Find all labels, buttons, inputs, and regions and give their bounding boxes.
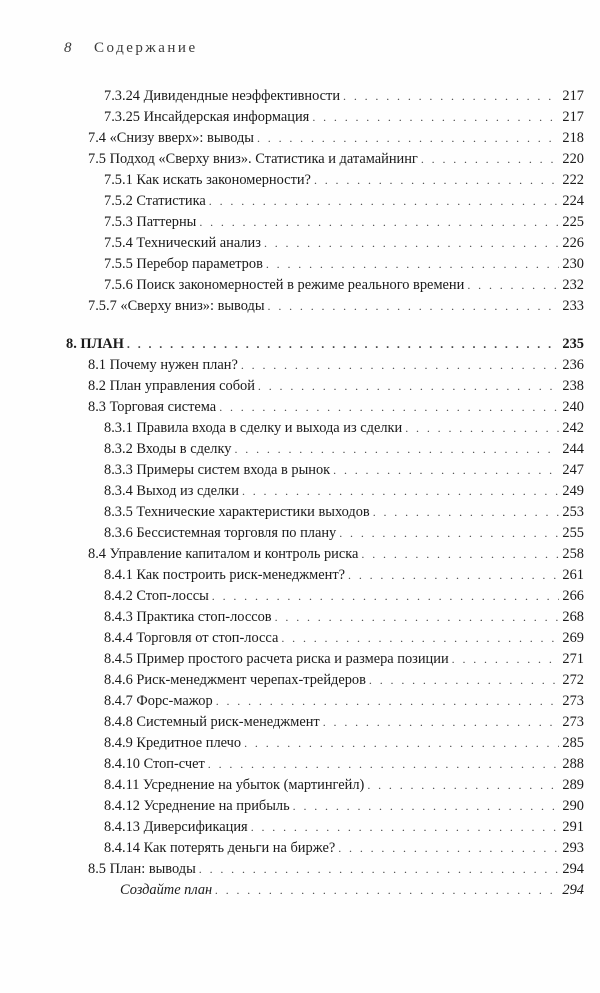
toc-entry[interactable] <box>104 712 584 732</box>
toc-entry[interactable] <box>104 460 584 480</box>
toc-chapter-entry[interactable] <box>66 334 584 354</box>
dot-leader <box>405 418 559 438</box>
toc-entry[interactable] <box>104 838 584 858</box>
dot-leader <box>251 817 559 837</box>
toc-entry-page: 266 <box>562 588 584 604</box>
dot-leader <box>348 565 559 585</box>
toc-entry[interactable] <box>104 481 584 501</box>
toc-entry[interactable] <box>104 691 584 711</box>
dot-leader <box>293 796 559 816</box>
toc-entry-page: 285 <box>562 735 584 751</box>
toc-entry-page: 273 <box>562 714 584 730</box>
toc-entry[interactable] <box>88 149 584 169</box>
toc-entry[interactable] <box>104 418 584 438</box>
toc-entry-page: 217 <box>562 88 584 104</box>
toc-entry[interactable] <box>104 107 584 127</box>
toc-entry[interactable] <box>104 775 584 795</box>
toc-entry[interactable] <box>104 502 584 522</box>
toc-entry[interactable] <box>104 628 584 648</box>
toc-entry-page: 291 <box>562 819 584 835</box>
toc-entry-label: 7.5.5 Перебор параметров <box>104 256 263 272</box>
toc-entry[interactable] <box>88 128 584 148</box>
toc-entry-label: 8.4.11 Усреднение на убыток (мартингейл) <box>104 777 365 793</box>
toc-entry-label: 8.4.13 Диверсификация <box>104 819 248 835</box>
toc-entry-label: 8.3.3 Примеры систем входа в рынок <box>104 462 331 478</box>
dot-leader <box>212 586 559 606</box>
toc-entry-page: 294 <box>562 882 584 898</box>
toc-entry-page: 244 <box>562 441 584 457</box>
toc-entry[interactable] <box>104 439 584 459</box>
toc-entry-page: 271 <box>562 651 584 667</box>
toc-entry-page: 235 <box>562 336 584 352</box>
toc-entry[interactable] <box>104 670 584 690</box>
toc-entry[interactable] <box>104 586 584 606</box>
toc-entry-page: 230 <box>562 256 584 272</box>
toc-entry-label: 8.4.8 Системный риск-менеджмент <box>104 714 320 730</box>
dot-leader <box>215 880 559 900</box>
dot-leader <box>199 212 559 232</box>
toc-entry-page: 220 <box>562 151 584 167</box>
toc-entry-label: 8.4.1 Как построить риск-менеджмент? <box>104 567 346 583</box>
toc-entry-label: 8.4 Управление капиталом и контроль риска <box>88 546 359 562</box>
toc-entry[interactable] <box>88 397 584 417</box>
dot-leader <box>208 754 559 774</box>
toc-entry[interactable] <box>104 233 584 253</box>
dot-leader <box>268 296 559 316</box>
toc-entry-label: 7.5.6 Поиск закономерностей в режиме реального времени <box>104 277 465 293</box>
toc-entry-page: 255 <box>562 525 584 541</box>
dot-leader <box>266 254 559 274</box>
dot-leader <box>257 128 559 148</box>
toc-entry-label: 8.5 План: выводы <box>88 861 196 877</box>
toc-entry-label: 7.3.24 Дивидендные неэффективности <box>104 88 341 104</box>
toc-entry-page: 217 <box>562 109 584 125</box>
dot-leader <box>367 775 559 795</box>
dot-leader <box>361 544 559 564</box>
toc-entry-page: 249 <box>562 483 584 499</box>
toc-entry[interactable] <box>104 796 584 816</box>
toc-entry[interactable] <box>88 376 584 396</box>
dot-leader <box>452 649 559 669</box>
toc-entry-label: 8.3.1 Правила входа в сделку и выхода из сделки <box>104 420 403 436</box>
toc-entry-label: 8.4.14 Как потерять деньги на бирже? <box>104 840 336 856</box>
toc-entry-page: 288 <box>562 756 584 772</box>
toc-entry-label: 8.4.12 Усреднение на прибыль <box>104 798 290 814</box>
dot-leader <box>323 712 559 732</box>
dot-leader <box>312 107 559 127</box>
toc-entry-label: 8.3.5 Технические характеристики выходов <box>104 504 370 520</box>
dot-leader <box>127 334 559 354</box>
toc-entry[interactable] <box>104 565 584 585</box>
dot-leader <box>264 233 559 253</box>
toc-entry-page: 269 <box>562 630 584 646</box>
toc-entry-label: 8.4.9 Кредитное плечо <box>104 735 242 751</box>
toc-entry-label: 8.2 План управления собой <box>88 378 255 394</box>
toc-entry-label: 7.3.25 Инсайдерская информация <box>104 109 310 125</box>
dot-leader <box>242 481 559 501</box>
dot-leader <box>333 460 559 480</box>
toc-entry-page: 261 <box>562 567 584 583</box>
toc-entry-page: 272 <box>562 672 584 688</box>
dot-leader <box>338 838 559 858</box>
dot-leader <box>199 859 559 879</box>
running-head <box>64 40 198 57</box>
toc-entry-label: 7.5.2 Статистика <box>104 193 206 209</box>
toc-entry-page: 225 <box>562 214 584 230</box>
toc-entry-page: 222 <box>562 172 584 188</box>
toc-entry[interactable] <box>104 607 584 627</box>
toc-entry[interactable] <box>104 275 584 295</box>
toc-entry[interactable] <box>88 544 584 564</box>
toc-entry[interactable] <box>88 296 584 316</box>
toc-entry-page: 258 <box>562 546 584 562</box>
toc-entry-label: 8.4.7 Форс-мажор <box>104 693 213 709</box>
toc-entry-page: 290 <box>562 798 584 814</box>
dot-leader <box>216 691 559 711</box>
toc-entry-label: 8.4.4 Торговля от стоп-лосса <box>104 630 279 646</box>
toc-entry-label: 8. ПЛАН <box>66 336 124 352</box>
dot-leader <box>369 670 559 690</box>
toc-entry-page: 273 <box>562 693 584 709</box>
toc-entry-label: 8.3.6 Бессистемная торговля по плану <box>104 525 337 541</box>
toc-entry[interactable] <box>104 817 584 837</box>
toc-entry[interactable] <box>120 880 584 900</box>
toc-entry-label: 7.5.3 Паттерны <box>104 214 197 230</box>
toc-entry-page: 268 <box>562 609 584 625</box>
toc-entry-page: 293 <box>562 840 584 856</box>
toc-entry-page: 232 <box>562 277 584 293</box>
toc-entry[interactable] <box>104 86 584 106</box>
toc-entry-label: 8.3 Торговая система <box>88 399 217 415</box>
toc-entry-page: 238 <box>562 378 584 394</box>
toc-entry-label: 7.5.4 Технический анализ <box>104 235 261 251</box>
toc-entry-page: 224 <box>562 193 584 209</box>
toc-entry[interactable] <box>104 254 584 274</box>
toc-entry-label: 8.4.6 Риск-менеджмент черепах-трейдеров <box>104 672 366 688</box>
toc-entry-label: 7.5.1 Как искать закономерности? <box>104 172 311 188</box>
toc-entry-label: 7.4 «Снизу вверх»: выводы <box>88 130 254 146</box>
dot-leader <box>258 376 559 396</box>
dot-leader <box>373 502 559 522</box>
toc-entry-page: 242 <box>562 420 584 436</box>
dot-leader <box>339 523 559 543</box>
toc-entry-label: 8.3.2 Входы в сделку <box>104 441 232 457</box>
dot-leader <box>234 439 559 459</box>
toc-entry-label: 8.1 Почему нужен план? <box>88 357 238 373</box>
toc-entry-label: 8.3.4 Выход из сделки <box>104 483 239 499</box>
dot-leader <box>209 191 559 211</box>
toc-entry-label: Создайте план <box>120 882 213 898</box>
toc-entry[interactable] <box>104 733 584 753</box>
dot-leader <box>467 275 559 295</box>
toc-entry-label: 8.4.5 Пример простого расчета риска и размера позиции <box>104 651 449 667</box>
toc-entry[interactable] <box>104 649 584 669</box>
dot-leader <box>241 355 559 375</box>
toc-entry-page: 289 <box>562 777 584 793</box>
dot-leader <box>275 607 559 627</box>
dot-leader <box>421 149 559 169</box>
dot-leader <box>219 397 559 417</box>
toc-entry-page: 236 <box>562 357 584 373</box>
dot-leader <box>281 628 559 648</box>
toc-entry-page: 247 <box>562 462 584 478</box>
toc-entry[interactable] <box>88 355 584 375</box>
toc-entry[interactable] <box>104 212 584 232</box>
toc-entry-label: 7.5 Подход «Сверху вниз». Статистика и датамайнинг <box>88 151 418 167</box>
page-number: 8 <box>64 40 72 56</box>
dot-leader <box>343 86 559 106</box>
toc-entry-label: 8.4.2 Стоп-лоссы <box>104 588 209 604</box>
toc-entry-page: 218 <box>562 130 584 146</box>
toc-entry-label: 8.4.3 Практика стоп-лоссов <box>104 609 272 625</box>
toc-entry[interactable] <box>104 523 584 543</box>
toc-entry-page: 240 <box>562 399 584 415</box>
toc-entry[interactable] <box>104 170 584 190</box>
dot-leader <box>314 170 559 190</box>
toc-entry[interactable] <box>104 191 584 211</box>
toc-entry-page: 253 <box>562 504 584 520</box>
toc-entry-label: 7.5.7 «Сверху вниз»: выводы <box>88 298 265 314</box>
toc-entry[interactable] <box>88 859 584 879</box>
toc-entry-label: 8.4.10 Стоп-счет <box>104 756 205 772</box>
toc-entry[interactable] <box>104 754 584 774</box>
toc-entry-page: 294 <box>562 861 584 877</box>
toc-entry-page: 233 <box>562 298 584 314</box>
toc-entry-page: 226 <box>562 235 584 251</box>
page-title: Содержание <box>94 40 198 56</box>
dot-leader <box>244 733 559 753</box>
